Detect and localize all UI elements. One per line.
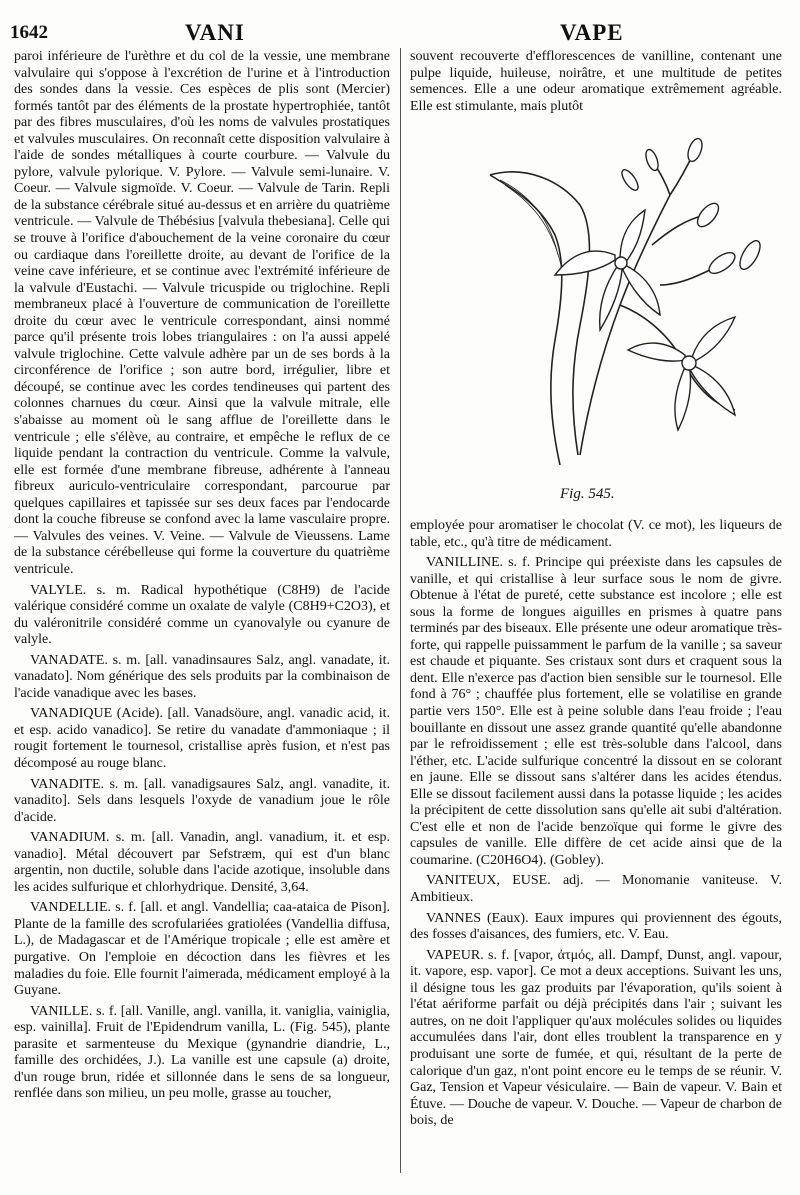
entry-vanille: VANILLE. s. f. [all. Vanille, angl. vanilla, it. vaniglia, vainiglia, esp. vainilla]. Fruit de l'Epidendrum vanilla, L. (Fig. 545), plante parasite et sarmenteuse du Mexique (gynandrie diandrie, L., famille des orchidées, J.). La vanille est une capsule (a) droite, d'un rouge brun, ridée et sillonnée dans le sens de sa longueur, renflée dans son milieu, un peu molle, grasse au toucher, bbox=[14, 1003, 390, 1102]
page-number: 1642 bbox=[10, 22, 48, 43]
vanilla-plant-illustration bbox=[430, 135, 775, 495]
entry-vanadique: VANADIQUE (Acide). [all. Vanadsöure, angl. vanadic acid, it. et esp. acido vanadico]. Se retire du vanadate d'ammoniaque ; il rougit fortement le tournesol, cristallise après fusion, et n'est pas décomposé au rouge blanc. bbox=[14, 706, 390, 771]
figure-caption: Fig. 545. bbox=[560, 486, 615, 502]
entry-vanadate: VANADATE. s. m. [all. vanadinsaures Salz, angl. vanadate, it. vanadato]. Nom générique des sels produits par la combinaison de l'acide vanadique avec les bases. bbox=[14, 652, 390, 701]
header-left-word: VANI bbox=[185, 20, 245, 45]
left-column bbox=[14, 49, 390, 1103]
entry-vanilline: VANILLINE. s. f. Principe qui préexiste dans les capsules de vanille, et qui cristallise à leur surface sous le nom de givre. Obtenue à l'état de pureté, cette substance est incolore ; elle est sous la forme de longues aiguilles en prismes à quatre pans terminés par des biseaux. Elle présente une odeur aromatique très-forte, qui rappelle puissamment le parfum de la vanille ; sa saveur est chaude et piquante. Ses cristaux sont durs et craquent sous la dent. Elle n'exerce pas d'action bien sensible sur le tournesol. Elle fond à 76° ; chauffée plus fortement, elle se volatilise en grande partie vers 150°. Elle est à peine soluble dans l'eau froide ; l'eau bouillante en dissout une assez grande quantité qu'elle abandonne par le refroidissement ; elle est très-soluble dans l'alcool, dans l'éther, etc. L'acide sulfurique concentré la dissout en se colorant en jaune. Elle se dissout sans s'altérer dans les acides étendus. Elle se dissout facilement aussi dans la potasse liquide ; les acides la précipitent de cette dissolution sans qu'elle ait subi d'altération. C'est elle et non de l'acide benzoïque qui forme le givre des capsules de vanille. Elle diffère de cet acide ainsi que de la coumarine. (C20H6O4). (Gobley). bbox=[410, 555, 782, 868]
entry-vapeur: VAPEUR. s. f. [vapor, ἀτμός, all. Dampf, Dunst, angl. vapour, it. vapore, esp. vapor]. Ce mot a deux acceptions. Suivant les uns, il désigne tous les gaz produits par l'évaporation, qu'ils soient à l'état aériforme parfait ou déjà précipités dans l'air ; suivant les autres, on ne doit l'appliquer qu'aux molécules solides ou liquides accumulées dans l'air, dont elles troublent la transparence en y produisant une sorte de fumée, et qui, résultant de la perte de calorique d'un gaz, n'ont point encore eu le temps de se réunir. V. Gaz, Tension et Vapeur vésiculaire. — Bain de vapeur. V. Bain et Étuve. — Douche de vapeur. V. Douche. — Vapeur de charbon de bois, de bbox=[410, 947, 782, 1129]
entry-vaniteux: VANITEUX, EUSE. adj. — Monomanie vaniteuse. V. Ambitieux. bbox=[410, 873, 782, 906]
right-column-top bbox=[410, 49, 782, 115]
entry-vandellie: VANDELLIE. s. f. [all. et angl. Vandellia; caa-ataica de Pison]. Plante de la famille des scrofulariées gratiolées (Vandellia diffusa, L.), de Madagascar et de l'Amérique tropicale ; elle est amère et purgative. On l'emploie en décoction dans les fièvres et les maladies du foie. Elle fournit l'aimerada, médicament employé à la Guyane. bbox=[14, 900, 390, 999]
header-right-word: VAPE bbox=[560, 20, 624, 45]
entry-vannes: VANNES (Eaux). Eaux impures qui proviennent des égouts, des fosses d'aisances, des fumiers, etc. V. Eau. bbox=[410, 910, 782, 943]
entry-vanadium: VANADIUM. s. m. [all. Vanadin, angl. vanadium, it. et esp. vanadio]. Métal découvert par Sefstræm, qui est d'un blanc argentin, non ductile, soluble dans l'acide azotique, insoluble dans les acides sulfurique et chlorhydrique. Densité, 3,64. bbox=[14, 830, 390, 895]
entry-valvule-continued: paroi inférieure de l'urèthre et du col de la vessie, une membrane valvulaire qui s'oppose à l'excrétion de l'urine et à l'introduction des sondes dans la vessie. Ces espèces de plis sont (Mercier) formés tantôt par des éléments de la prostate hypertrophiée, tantôt par des fibres musculaires, d'où les noms de valvules prostatiques et valvules musculaires. On reconnaît cette disposition valvulaire à l'aide de sondes métalliques à courte courbure. — Valvule du pylore, valvule pylorique. V. Pylore. — Valvule semi-lunaire. V. Coeur. — Valvule sigmoïde. V. Coeur. — Valvule de Tarin. Repli de la substance cérébrale situé au-dessus et en arrière du quatrième ventricule. — Valvule de Thébésius [valvula thebesiana]. Celle qui se trouve à l'orifice d'abouchement de la veine coronaire du cœur ou cardiaque dans l'oreillette droite, au devant de l'orifice de la veine cave inférieure, et se continue avec l'extrémité inférieure de la valvule d'Eustachi. — Valvule tricuspide ou triglochine. Repli membraneux placé à l'ouverture de communication de l'oreillette droite du cœur avec le ventricule correspondant, ainsi nommé parce qu'il présente trois lobes triangulaires : on l'a aussi appelé valvule triglochine. Cette valvule adhère par un de ses bords à la circonférence de l'orifice ; son autre bord, irrégulier, libre et découpé, se continue avec les cordes tendineuses qui partent des colonnes charnues du cœur. Ainsi que la valvule mitrale, elle s'abaisse au moment où le sang afflue de l'oreillette dans le ventricule ; elle s'élève, au contraire, et empêche le reflux de ce liquide pendant la contraction du ventricule. Comme la valvule, elle est formée d'une membrane fibreuse, adhérente à l'anneau fibreux auriculo-ventriculaire correspondant, parcourue par quelques capillaires et tapissée sur ses deux faces par l'endocarde dont la couche fibreuse se confond avec la lame vasculaire propre. — Valvules des veines. V. Veine. — Valvule de Vieussens. Lame de la substance cérébelleuse qui forme la couverture du quatrième ventricule. bbox=[14, 49, 390, 577]
entry-vanille-continued: souvent recouverte d'efflorescences de vanilline, contenant une pulpe liquide, huileuse, noirâtre, et une multitude de petites semences. Elle a une odeur aromatique extrêmement agréable. Elle est stimulante, mais plutôt bbox=[410, 49, 782, 114]
entry-vanadite: VANADITE. s. m. [all. vanadigsaures Salz, angl. vanadite, it. vanadito]. Sels dans lesquels l'oxyde de vanadium joue le rôle d'acide. bbox=[14, 776, 390, 825]
entry-vanille-end: employée pour aromatiser le chocolat (V. ce mot), les liqueurs de table, etc., qu'à titre de médicament. bbox=[410, 518, 782, 550]
entry-valyle: VALYLE. s. m. Radical hypothétique (C8H9) de l'acide valérique considéré comme un oxalate de valyle (C8H9+C2O3), et du valéronitrile considéré comme un cyanovalyle ou cyanure de valyle. bbox=[14, 582, 390, 648]
column-divider bbox=[400, 48, 401, 1173]
right-column bbox=[410, 518, 782, 1130]
